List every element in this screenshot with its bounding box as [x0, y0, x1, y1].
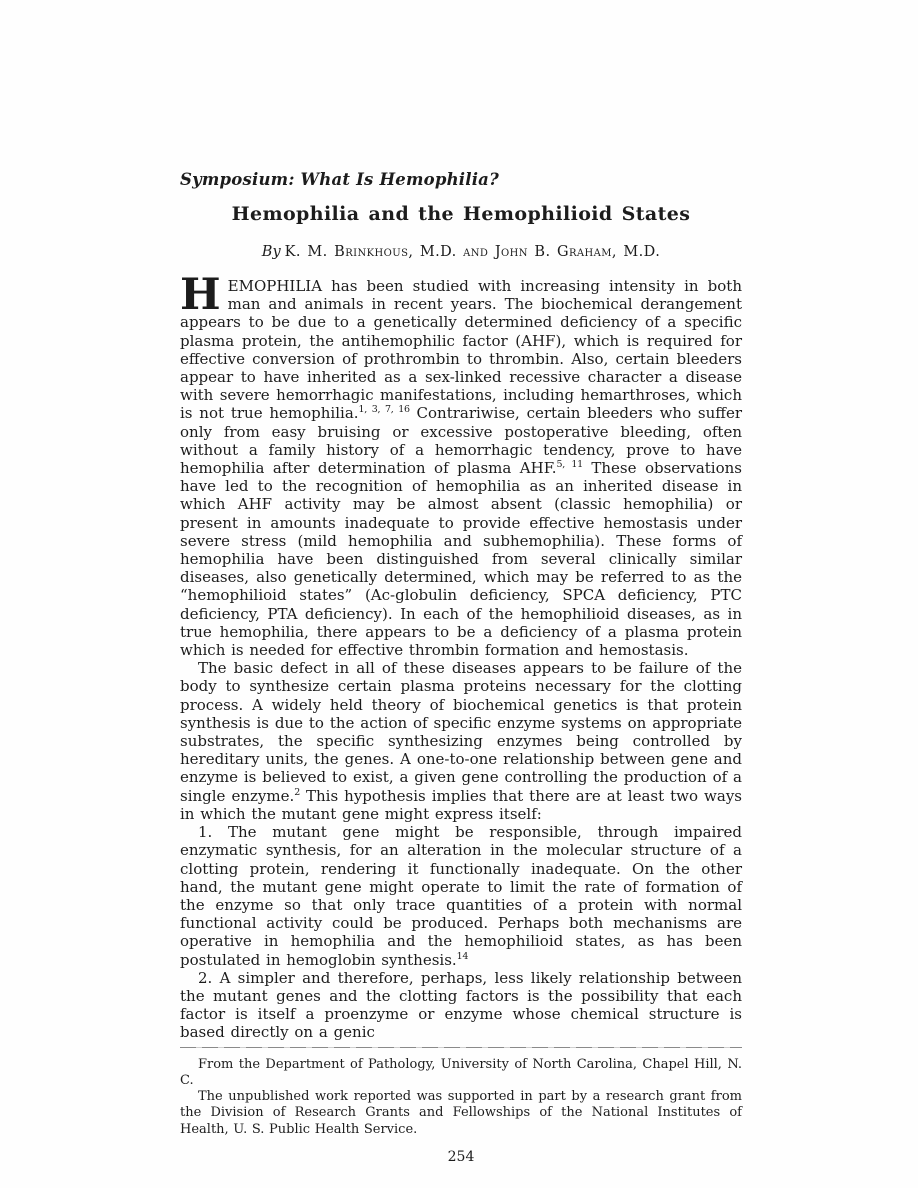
- footnote: [180, 1057, 742, 1138]
- dropcap-letter: H: [180, 270, 221, 320]
- footnote-rule: [180, 1047, 742, 1048]
- byline-by-label: By: [261, 244, 281, 260]
- page-number: 254: [447, 1149, 475, 1166]
- paragraph-text: 2. A simpler and therefore, perhaps, less likely relationship between the mutant genes and the clotting factors is the possibility that each factor is itself a proenzyme or enzyme whose chemical structure is based directly on a genic: [180, 968, 742, 1042]
- paragraph-text: These observations have led to the recognition of hemophilia as an inherited disease in which AHF activity may be almost absent (classic hemophilia) or present in amounts inadequate to provide effective hemostasis under severe stress (mild hemophilia and subhemophilia). These forms of hemophilia have been distinguished from several clinically similar diseases, also genetically determined, which may be referred to as the “hemophilioid states” (Ac-globulin deficiency, SPCA deficiency, PTC deficiency, PTA deficiency). In each of the hemophilioid diseases, as in true hemophilia, there appears to be a deficiency of a plasma protein which is needed for effective thrombin formation and hemostasis.: [180, 459, 742, 660]
- footnote-paragraph: From the Department of Pathology, University of North Carolina, Chapel Hill, N. C.: [180, 1056, 742, 1088]
- symposium-heading: Symposium: What Is Hemophilia?: [180, 170, 499, 189]
- body-paragraph: [180, 823, 742, 969]
- reference-superscript: 5, 11: [556, 459, 583, 471]
- body-paragraphs: [180, 270, 743, 1042]
- body-paragraph: [180, 659, 742, 823]
- reference-superscript: 1, 3, 7, 16: [358, 404, 410, 416]
- paragraph-text: This hypothesis implies that there are at least two ways in which the mutant gene might express itself:: [180, 786, 743, 823]
- article-title: Hemophilia and the Hemophilioid States: [231, 203, 691, 225]
- paragraph-text: 1. The mutant gene might be responsible, through impaired enzymatic synthesis, for an alteration in the molecular structure of a clotting protein, rendering it functionally inadequate. On the other hand, the mutant gene might operate to limit the rate of formation of the enzyme so that only trace quantities of a protein with normal functional activity could be produced. Perhaps both mechanisms are operative in hemophilia and the hemophilioid states, as has been postulated in hemoglobin synthesis.: [180, 823, 742, 969]
- reference-superscript: 14: [456, 950, 469, 962]
- byline-authors: K. M. Brinkhous, M.D. and John B. Graham, M.D.: [284, 244, 661, 260]
- reference-superscript: 2: [294, 786, 300, 798]
- footnote-paragraph: The unpublished work reported was supported in part by a research grant from the Division of Research Grants and Fellowships of the National Institutes of Health, U. S. Public Health Service.: [180, 1089, 742, 1137]
- paragraph-text: EMOPHILIA has been studied with increasing intensity in both man and animals in recent years. The biochemical derangement appears to be due to a genetically determined deficiency of a specific plasma protein, the antihemophilic factor (AHF), which is required for effective conversion of prothrombin to thrombin. Also, certain bleeders appear to have inherited as a sex-linked recessive character a disease with severe hemorrhagic manifestations, including hemarthroses, which is not true hemophilia.: [180, 277, 742, 423]
- text-block: [180, 170, 742, 1165]
- byline: [180, 244, 742, 260]
- paragraph-text: The basic defect in all of these diseases appears to be failure of the body to synthesize certain plasma proteins necessary for the clotting process. A widely held theory of biochemical genetics is that protein synthesis is due to the action of specific enzyme systems on appropriate substrates, the specific synthesizing enzymes being controlled by hereditary units, the genes. A one-to-one relationship between gene and enzyme is believed to exist, a given gene controlling the production of a single enzyme.: [180, 659, 742, 805]
- paragraph-text: Contrariwise, certain bleeders who suffer only from easy bruising or excessive postoperative bleeding, often without a family history of a hemorrhagic tendency, prove to have hemophilia after determination of plasma AHF.: [180, 404, 742, 478]
- body-paragraph: [180, 270, 742, 660]
- body-paragraph: [180, 969, 742, 1042]
